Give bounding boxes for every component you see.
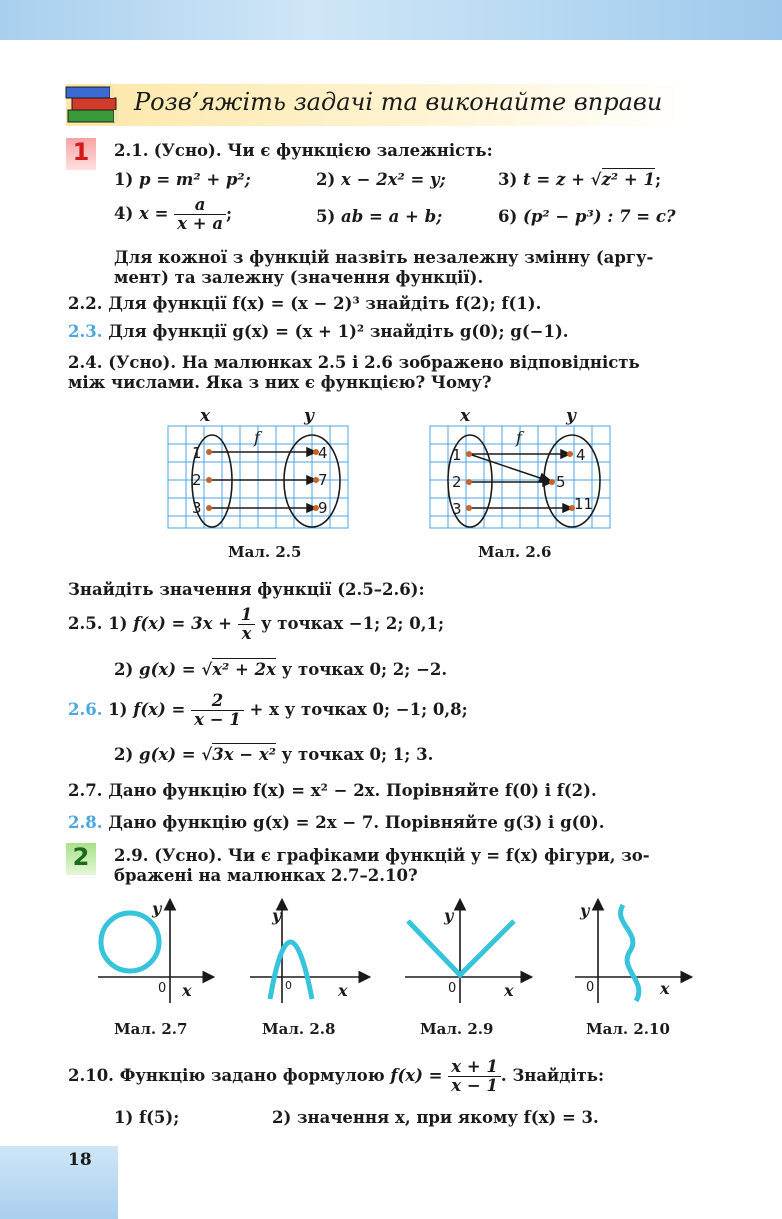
exercise-2-8: 2.8. Дано функцію g(x) = 2x − 7. Порівняйте g(3) і g(0).	[68, 813, 605, 832]
exercise-2-4-line-1: 2.4. (Усно). На малюнках 2.5 і 2.6 зображено відповідність	[68, 353, 640, 372]
graph-2-7-origin: 0	[158, 981, 167, 996]
graph-2-8	[250, 901, 368, 1003]
exercise-2-3: 2.3. Для функції g(x) = (x + 1)² знайдіть g(0); g(−1).	[68, 322, 569, 341]
figure-2-6-x-label: x	[460, 406, 471, 426]
figure-2-6-right-3: 11	[574, 495, 594, 513]
figure-2-6-left-2: 2	[452, 473, 462, 491]
graph-2-8-origin: 0	[285, 979, 292, 992]
exercise-2-1-note-line-1: Для кожної з функцій назвіть незалежну змінну (аргу-	[114, 248, 654, 267]
figure-2-5-right-3: 9	[318, 499, 328, 517]
level-badge-2: 2	[66, 843, 96, 875]
exercise-2-1-item-4: 4) x = $\frac{a}{x + a}$ ;	[114, 195, 233, 233]
exercise-2-1-item-3: 3) t = z + √z² + 1;	[498, 170, 662, 189]
exercise-2-6-item-1: 2.6. 1) f(x) = $\frac{2}{x - 1}$ + x у точках 0; −1; 0,8;	[68, 691, 468, 729]
figure-2-5-x-label: x	[200, 406, 211, 426]
figure-2-6-right-2: 5	[556, 473, 566, 491]
graph-2-8-x-label: x	[338, 981, 348, 1000]
exercise-2-6-item-2: 2) g(x) = √3x − x² у точках 0; 1; 3.	[114, 745, 434, 764]
exercise-2-9-line-1: 2.9. (Усно). Чи є графіками функцій y = f(x) фігури, зо-	[114, 846, 650, 865]
figure-2-5-right-1: 4	[318, 444, 328, 462]
graph-2-8-caption: Мал. 2.8	[262, 1020, 336, 1038]
exercise-2-1-intro: 2.1. (Усно). Чи є функцією залежність:	[114, 141, 493, 160]
exercise-2-10: 2.10. Функцію задано формулою f(x) = $\frac{x + 1}{x - 1}$ . Знайдіть:	[68, 1057, 605, 1095]
graph-2-7-y-label: y	[152, 899, 162, 918]
figure-2-6-left-3: 3	[452, 500, 462, 518]
graph-2-10-x-label: x	[660, 979, 670, 998]
exercise-2-2: 2.2. Для функції f(x) = (x − 2)³ знайдіть f(2); f(1).	[68, 294, 542, 313]
page-number: 18	[68, 1150, 92, 1170]
graph-2-9-y-label: y	[444, 906, 454, 925]
figure-2-5-f-label: f	[254, 428, 260, 447]
graph-2-9-x-label: x	[504, 981, 514, 1000]
figure-2-6-caption: Мал. 2.6	[478, 543, 552, 561]
figure-2-6-right-1: 4	[576, 446, 586, 464]
exercise-2-10-item-1: 1) f(5);	[114, 1108, 180, 1127]
exercise-2-4-line-2: між числами. Яка з них є функцією? Чому?	[68, 373, 492, 392]
books-icon	[64, 80, 122, 130]
section-heading: Розв’яжіть задачі та виконайте вправи	[134, 88, 663, 116]
figure-2-6-f-label: f	[516, 428, 522, 447]
figure-2-5-caption: Мал. 2.5	[228, 543, 302, 561]
exercise-2-1-note-line-2: мент) та залежну (значення функції).	[114, 268, 484, 287]
figure-2-6-left-1: 1	[452, 446, 462, 464]
figure-2-6-y-label: y	[566, 406, 576, 426]
graph-2-10-caption: Мал. 2.10	[586, 1020, 670, 1038]
graph-2-10-origin: 0	[586, 980, 595, 995]
level-badge-1: 1	[66, 138, 96, 170]
exercise-2-1-item-1: 1) p = m² + p²;	[114, 170, 251, 189]
exercise-2-5-item-1: 2.5. 1) f(x) = 3x + $\frac{1}{x}$ у точках −1; 2; 0,1;	[68, 605, 445, 643]
corner-decor-band	[0, 1146, 118, 1219]
figure-2-5-left-2: 2	[192, 471, 202, 489]
exercise-2-5-item-2: 2) g(x) = √x² + 2x у точках 0; 2; −2.	[114, 660, 448, 679]
top-decor-band	[0, 0, 782, 40]
figure-2-5-left-3: 3	[192, 499, 202, 517]
figure-2-5-right-2: 7	[318, 471, 328, 489]
exercise-2-1-item-5: 5) ab = a + b;	[316, 207, 443, 226]
exercise-2-7: 2.7. Дано функцію f(x) = x² − 2x. Порівняйте f(0) і f(2).	[68, 781, 597, 800]
graph-2-10-y-label: y	[580, 901, 590, 920]
exercise-2-1-item-6: 6) (p² − p³) : 7 = c?	[498, 207, 676, 226]
graph-2-9-origin: 0	[448, 981, 457, 996]
graph-2-7-x-label: x	[182, 981, 192, 1000]
figure-2-5-y-label: y	[304, 406, 314, 426]
figure-2-5-left-1: 1	[192, 444, 202, 462]
exercise-2-10-item-2: 2) значення x, при якому f(x) = 3.	[272, 1108, 599, 1127]
graph-2-9-caption: Мал. 2.9	[420, 1020, 494, 1038]
graph-2-7-caption: Мал. 2.7	[114, 1020, 188, 1038]
graph-2-8-y-label: y	[272, 906, 282, 925]
find-values-heading: Знайдіть значення функції (2.5–2.6):	[68, 580, 425, 599]
exercise-2-9-line-2: бражені на малюнках 2.7–2.10?	[114, 866, 418, 885]
exercise-2-1-item-2: 2) x − 2x² = y;	[316, 170, 446, 189]
